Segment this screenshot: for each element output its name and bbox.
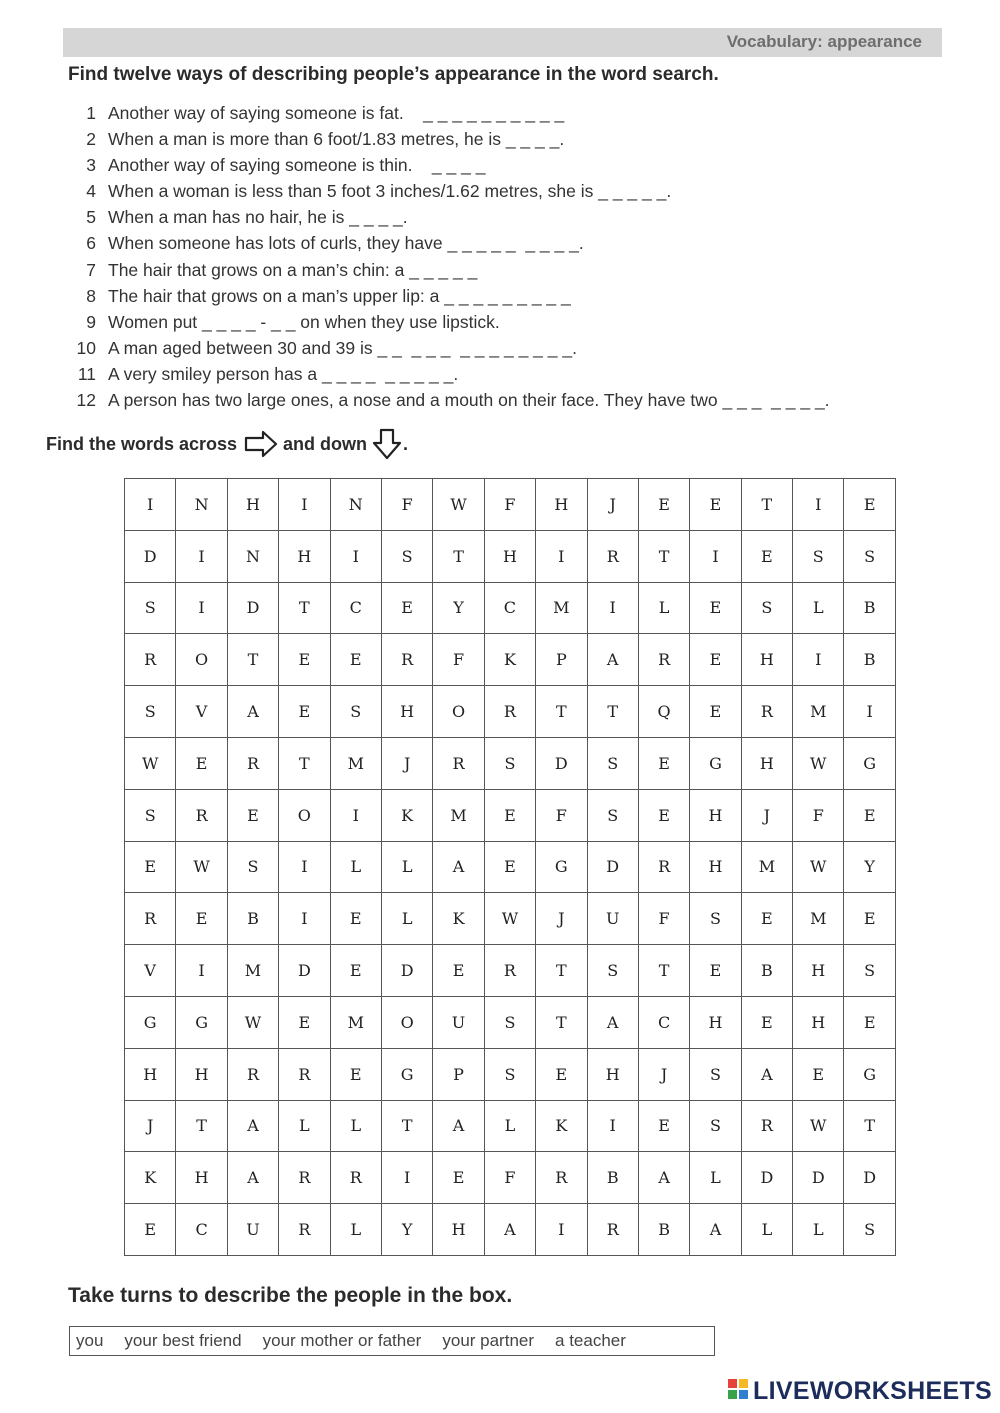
find-words-suffix: . (403, 433, 409, 454)
grid-cell[interactable]: E (690, 634, 741, 686)
grid-cell[interactable]: W (793, 1100, 844, 1152)
question-number: 1 (86, 103, 96, 123)
grid-cell[interactable]: F (536, 789, 587, 841)
grid-cell[interactable]: J (125, 1100, 176, 1152)
grid-cell[interactable]: G (176, 996, 227, 1048)
grid-cell[interactable]: R (587, 1204, 638, 1256)
grid-cell[interactable]: S (587, 737, 638, 789)
grid-cell[interactable]: E (536, 1048, 587, 1100)
grid-cell[interactable]: I (793, 634, 844, 686)
grid-row (125, 893, 896, 945)
grid-cell[interactable]: I (176, 945, 227, 997)
grid-cell[interactable]: D (844, 1152, 895, 1204)
grid-cell[interactable]: I (176, 582, 227, 634)
grid-cell[interactable]: T (536, 996, 587, 1048)
question-item (70, 284, 950, 310)
question-item (70, 310, 950, 336)
grid-cell[interactable]: E (381, 582, 432, 634)
question-text: Another way of saying someone is thin. _ _ _ _ (108, 155, 486, 176)
grid-cell[interactable]: A (638, 1152, 689, 1204)
question-number: 8 (86, 285, 96, 306)
grid-cell[interactable]: A (587, 996, 638, 1048)
grid-cell[interactable]: G (844, 1048, 895, 1100)
question-number: 11 (77, 363, 96, 384)
question-number: 7 (86, 259, 96, 280)
grid-cell[interactable]: E (279, 996, 330, 1048)
grid-cell[interactable]: E (638, 1100, 689, 1152)
grid-cell[interactable]: H (381, 686, 432, 738)
grid-row (125, 1048, 896, 1100)
grid-cell[interactable]: R (279, 1048, 330, 1100)
grid-cell[interactable]: M (227, 945, 278, 997)
question-text: The hair that grows on a man’s upper lip: a _ _ _ _ _ _ _ _ _ (108, 285, 571, 306)
grid-cell[interactable]: E (125, 841, 176, 893)
grid-cell[interactable]: E (690, 479, 741, 531)
grid-row (125, 996, 896, 1048)
grid-row (125, 737, 896, 789)
instruction-heading: Find twelve ways of describing people’s appearance in the word search. (68, 64, 719, 85)
question-item (70, 127, 950, 153)
grid-cell[interactable]: E (279, 634, 330, 686)
grid-cell[interactable]: D (536, 737, 587, 789)
question-item (70, 336, 950, 362)
grid-cell[interactable]: L (279, 1100, 330, 1152)
grid-cell[interactable]: F (484, 1152, 535, 1204)
find-words-middle: and down (283, 433, 368, 454)
grid-cell[interactable]: L (381, 841, 432, 893)
grid-cell[interactable]: I (176, 530, 227, 582)
grid-cell[interactable]: H (484, 530, 535, 582)
grid-cell[interactable]: K (484, 634, 535, 686)
grid-cell[interactable]: T (279, 582, 330, 634)
grid-row (125, 945, 896, 997)
question-number: 2 (86, 129, 96, 150)
arrow-right-icon (243, 430, 279, 458)
grid-cell[interactable]: I (844, 686, 895, 738)
question-number: 6 (86, 233, 96, 254)
grid-cell[interactable]: R (330, 1152, 381, 1204)
grid-cell[interactable]: E (690, 582, 741, 634)
grid-cell[interactable]: L (330, 1204, 381, 1256)
person-option: you (76, 1331, 104, 1350)
grid-row (125, 634, 896, 686)
grid-cell[interactable]: K (381, 789, 432, 841)
find-words-instruction (46, 428, 408, 460)
grid-cell[interactable]: I (536, 530, 587, 582)
grid-cell[interactable]: S (587, 789, 638, 841)
grid-cell[interactable]: S (690, 1100, 741, 1152)
question-number: 10 (76, 337, 96, 358)
grid-cell[interactable]: K (125, 1152, 176, 1204)
grid-cell[interactable]: F (793, 789, 844, 841)
grid-cell[interactable]: R (536, 1152, 587, 1204)
grid-cell[interactable]: R (125, 893, 176, 945)
grid-cell[interactable]: J (741, 789, 792, 841)
grid-cell[interactable]: D (227, 582, 278, 634)
grid-cell[interactable]: D (793, 1152, 844, 1204)
grid-cell[interactable]: A (741, 1048, 792, 1100)
grid-cell[interactable]: W (227, 996, 278, 1048)
grid-cell[interactable]: S (844, 530, 895, 582)
grid-cell[interactable]: T (176, 1100, 227, 1152)
find-words-prefix: Find the words across (46, 433, 238, 454)
question-item (70, 101, 950, 127)
grid-cell[interactable]: S (330, 686, 381, 738)
grid-cell[interactable]: L (741, 1204, 792, 1256)
section-title: Vocabulary: appearance (726, 32, 922, 51)
question-text: When a man has no hair, he is _ _ _ _. (108, 207, 408, 228)
question-text: A man aged between 30 and 39 is _ _ _ _ _ _ _ _ _ _ _ _ _. (108, 337, 577, 358)
grid-cell[interactable]: H (279, 530, 330, 582)
grid-cell[interactable]: U (227, 1204, 278, 1256)
grid-cell[interactable]: I (536, 1204, 587, 1256)
grid-cell[interactable]: I (690, 530, 741, 582)
grid-cell[interactable]: Y (381, 1204, 432, 1256)
grid-cell[interactable]: W (125, 737, 176, 789)
grid-cell[interactable]: T (536, 686, 587, 738)
grid-cell[interactable]: S (793, 530, 844, 582)
question-item (70, 231, 950, 257)
grid-row (125, 582, 896, 634)
question-item (70, 153, 950, 179)
grid-cell[interactable]: V (176, 686, 227, 738)
grid-cell[interactable]: R (381, 634, 432, 686)
grid-cell[interactable]: I (279, 893, 330, 945)
person-option: a teacher (555, 1331, 626, 1350)
grid-row (125, 479, 896, 531)
grid-cell[interactable]: R (433, 737, 484, 789)
grid-cell[interactable]: P (536, 634, 587, 686)
grid-cell[interactable]: I (587, 582, 638, 634)
grid-cell[interactable]: C (330, 582, 381, 634)
grid-cell[interactable]: F (381, 479, 432, 531)
grid-cell[interactable]: H (690, 996, 741, 1048)
grid-cell[interactable]: N (227, 530, 278, 582)
grid-cell[interactable]: D (279, 945, 330, 997)
grid-cell[interactable]: E (844, 479, 895, 531)
question-number: 5 (86, 207, 96, 228)
grid-cell[interactable]: W (793, 737, 844, 789)
grid-cell[interactable]: R (279, 1152, 330, 1204)
grid-cell[interactable]: H (176, 1152, 227, 1204)
grid-cell[interactable]: E (844, 893, 895, 945)
grid-cell[interactable]: J (638, 1048, 689, 1100)
brand-name: LIVEWORKSHEETS (753, 1377, 992, 1405)
grid-cell[interactable]: E (741, 893, 792, 945)
discussion-heading: Take turns to describe the people in the box. (68, 1284, 513, 1307)
grid-cell[interactable]: P (433, 1048, 484, 1100)
grid-cell[interactable]: I (330, 530, 381, 582)
grid-cell[interactable]: T (279, 737, 330, 789)
grid-cell[interactable]: I (125, 479, 176, 531)
question-number: 9 (86, 311, 96, 332)
grid-cell[interactable]: B (587, 1152, 638, 1204)
grid-cell[interactable]: R (741, 1100, 792, 1152)
header-bar (63, 28, 942, 57)
grid-cell[interactable]: D (125, 530, 176, 582)
grid-cell[interactable]: E (330, 1048, 381, 1100)
grid-cell[interactable]: G (690, 737, 741, 789)
grid-cell[interactable]: W (176, 841, 227, 893)
grid-cell[interactable]: C (176, 1204, 227, 1256)
person-option: your partner (442, 1331, 535, 1350)
grid-cell[interactable]: T (741, 479, 792, 531)
grid-cell[interactable]: I (330, 789, 381, 841)
grid-cell[interactable]: R (176, 789, 227, 841)
grid-cell[interactable]: H (690, 841, 741, 893)
question-item (70, 205, 950, 231)
grid-cell[interactable]: F (484, 479, 535, 531)
grid-cell[interactable]: S (484, 996, 535, 1048)
grid-cell[interactable]: J (536, 893, 587, 945)
grid-cell[interactable]: E (690, 945, 741, 997)
grid-cell[interactable]: A (587, 634, 638, 686)
grid-cell[interactable]: E (125, 1204, 176, 1256)
grid-cell[interactable]: T (227, 634, 278, 686)
grid-cell[interactable]: B (844, 582, 895, 634)
grid-cell[interactable]: O (279, 789, 330, 841)
grid-cell[interactable]: E (330, 945, 381, 997)
grid-row (125, 841, 896, 893)
grid-cell[interactable]: E (741, 530, 792, 582)
grid-cell[interactable]: L (638, 582, 689, 634)
grid-cell[interactable]: R (638, 634, 689, 686)
grid-cell[interactable]: F (433, 634, 484, 686)
grid-cell[interactable]: M (330, 996, 381, 1048)
grid-cell[interactable]: U (587, 893, 638, 945)
grid-cell[interactable]: K (536, 1100, 587, 1152)
word-search-grid (124, 478, 896, 1256)
grid-row (125, 1100, 896, 1152)
grid-cell[interactable]: R (587, 530, 638, 582)
grid-cell[interactable]: I (381, 1152, 432, 1204)
grid-cell[interactable]: H (227, 479, 278, 531)
grid-cell[interactable]: T (381, 1100, 432, 1152)
grid-cell[interactable]: H (587, 1048, 638, 1100)
grid-cell[interactable]: R (484, 945, 535, 997)
grid-cell[interactable]: S (844, 945, 895, 997)
grid-row (125, 686, 896, 738)
grid-cell[interactable]: W (484, 893, 535, 945)
grid-cell[interactable]: E (638, 789, 689, 841)
grid-cell[interactable]: W (793, 841, 844, 893)
question-item (70, 179, 950, 205)
grid-cell[interactable]: E (638, 479, 689, 531)
question-item (70, 362, 950, 388)
grid-cell[interactable]: E (330, 893, 381, 945)
grid-cell[interactable]: S (690, 1048, 741, 1100)
question-number: 4 (86, 181, 96, 202)
grid-cell[interactable]: R (484, 686, 535, 738)
grid-cell[interactable]: B (844, 634, 895, 686)
grid-cell[interactable]: L (690, 1152, 741, 1204)
grid-cell[interactable]: R (125, 634, 176, 686)
brand-logo (728, 1377, 992, 1406)
grid-cell[interactable]: U (433, 996, 484, 1048)
grid-cell[interactable]: Y (433, 582, 484, 634)
grid-cell[interactable]: E (793, 1048, 844, 1100)
grid-cell[interactable]: S (125, 686, 176, 738)
grid-cell[interactable]: B (638, 1204, 689, 1256)
grid-cell[interactable]: E (484, 841, 535, 893)
grid-cell[interactable]: E (433, 1152, 484, 1204)
grid-cell[interactable]: S (484, 1048, 535, 1100)
grid-cell[interactable]: A (690, 1204, 741, 1256)
grid-cell[interactable]: R (227, 737, 278, 789)
grid-cell[interactable]: M (330, 737, 381, 789)
question-number: 3 (86, 155, 96, 176)
grid-row (125, 789, 896, 841)
grid-cell[interactable]: E (279, 686, 330, 738)
grid-cell[interactable]: S (227, 841, 278, 893)
grid-cell[interactable]: D (381, 945, 432, 997)
question-text: When a man is more than 6 foot/1.83 metres, he is _ _ _ _. (108, 129, 565, 150)
grid-cell[interactable]: G (844, 737, 895, 789)
grid-cell[interactable]: R (741, 686, 792, 738)
grid-cell[interactable]: L (381, 893, 432, 945)
grid-cell[interactable]: H (536, 479, 587, 531)
grid-cell[interactable]: T (587, 686, 638, 738)
grid-cell[interactable]: J (587, 479, 638, 531)
grid-cell[interactable]: Y (844, 841, 895, 893)
person-option: your mother or father (262, 1331, 422, 1350)
grid-cell[interactable]: E (638, 737, 689, 789)
grid-cell[interactable]: V (125, 945, 176, 997)
grid-cell[interactable]: S (690, 893, 741, 945)
grid-cell[interactable]: B (227, 893, 278, 945)
grid-cell[interactable]: S (125, 789, 176, 841)
grid-cell[interactable]: T (638, 945, 689, 997)
grid-cell[interactable]: I (587, 1100, 638, 1152)
grid-cell[interactable]: L (330, 841, 381, 893)
grid-cell[interactable]: S (125, 582, 176, 634)
grid-cell[interactable]: K (433, 893, 484, 945)
grid-cell[interactable]: C (484, 582, 535, 634)
question-list (70, 101, 950, 414)
grid-cell[interactable]: D (741, 1152, 792, 1204)
grid-cell[interactable]: D (587, 841, 638, 893)
grid-cell[interactable]: G (536, 841, 587, 893)
grid-cell[interactable]: S (741, 582, 792, 634)
grid-cell[interactable]: N (176, 479, 227, 531)
grid-cell[interactable]: E (690, 686, 741, 738)
grid-cell[interactable]: I (279, 479, 330, 531)
question-text: Another way of saying someone is fat. _ _ _ _ _ _ _ _ _ _ (108, 103, 565, 123)
grid-cell[interactable]: H (176, 1048, 227, 1100)
people-box (69, 1326, 715, 1356)
grid-cell[interactable]: E (330, 634, 381, 686)
grid-cell[interactable]: G (381, 1048, 432, 1100)
grid-cell[interactable]: S (484, 737, 535, 789)
grid-cell[interactable]: H (741, 737, 792, 789)
grid-cell[interactable]: L (330, 1100, 381, 1152)
question-item (70, 258, 950, 284)
grid-cell[interactable]: R (279, 1204, 330, 1256)
grid-cell[interactable]: R (227, 1048, 278, 1100)
grid-cell[interactable]: E (741, 996, 792, 1048)
grid-cell[interactable]: H (793, 945, 844, 997)
grid-row (125, 1204, 896, 1256)
grid-cell[interactable]: M (741, 841, 792, 893)
question-text: A person has two large ones, a nose and a mouth on their face. They have two _ _ _ _ _ _ _. (108, 390, 830, 411)
question-text: When a woman is less than 5 foot 3 inches/1.62 metres, she is _ _ _ _ _. (108, 181, 672, 202)
grid-cell[interactable]: B (741, 945, 792, 997)
grid-cell[interactable]: T (638, 530, 689, 582)
arrow-down-icon (372, 428, 402, 460)
grid-cell[interactable]: H (690, 789, 741, 841)
grid-cell[interactable]: A (227, 1100, 278, 1152)
grid-cell[interactable]: S (844, 1204, 895, 1256)
grid-cell[interactable]: A (484, 1204, 535, 1256)
grid-cell[interactable]: E (484, 789, 535, 841)
grid-cell[interactable]: E (176, 893, 227, 945)
grid-cell[interactable]: N (330, 479, 381, 531)
grid-cell[interactable]: E (227, 789, 278, 841)
grid-cell[interactable]: T (536, 945, 587, 997)
grid-cell[interactable]: L (793, 1204, 844, 1256)
grid-cell[interactable]: M (793, 686, 844, 738)
grid-cell[interactable]: A (433, 1100, 484, 1152)
grid-cell[interactable]: H (433, 1204, 484, 1256)
grid-cell[interactable]: S (587, 945, 638, 997)
grid-cell[interactable]: M (536, 582, 587, 634)
question-item (70, 388, 950, 414)
grid-cell[interactable]: M (433, 789, 484, 841)
grid-cell[interactable]: J (381, 737, 432, 789)
grid-cell[interactable]: S (381, 530, 432, 582)
grid-cell[interactable]: M (793, 893, 844, 945)
grid-cell[interactable]: A (227, 686, 278, 738)
grid-cell[interactable]: L (484, 1100, 535, 1152)
grid-cell[interactable]: E (176, 737, 227, 789)
question-text: When someone has lots of curls, they have _ _ _ _ _ _ _ _ _. (108, 233, 584, 254)
question-text: Women put _ _ _ _ - _ _ on when they use lipstick. (108, 311, 500, 332)
grid-cell[interactable]: R (638, 841, 689, 893)
grid-cell[interactable]: O (433, 686, 484, 738)
grid-cell[interactable]: O (381, 996, 432, 1048)
grid-cell[interactable]: H (741, 634, 792, 686)
grid-cell[interactable]: H (125, 1048, 176, 1100)
grid-cell[interactable]: F (638, 893, 689, 945)
grid-cell[interactable]: O (176, 634, 227, 686)
grid-cell[interactable]: E (844, 996, 895, 1048)
grid-cell[interactable]: T (433, 530, 484, 582)
question-text: The hair that grows on a man’s chin: a _ _ _ _ _ (108, 259, 478, 280)
grid-cell[interactable]: I (793, 479, 844, 531)
liveworksheets-icon (728, 1379, 750, 1405)
grid-cell[interactable]: G (125, 996, 176, 1048)
question-number: 12 (76, 390, 96, 411)
grid-row (125, 530, 896, 582)
person-option: your best friend (124, 1331, 242, 1350)
grid-cell[interactable]: E (844, 789, 895, 841)
grid-cell[interactable]: Q (638, 686, 689, 738)
grid-row (125, 1152, 896, 1204)
grid-cell[interactable]: H (793, 996, 844, 1048)
question-text: A very smiley person has a _ _ _ _ _ _ _ _ _. (108, 363, 459, 384)
grid-cell[interactable]: A (433, 841, 484, 893)
grid-cell[interactable]: L (793, 582, 844, 634)
grid-cell[interactable]: I (279, 841, 330, 893)
grid-cell[interactable]: A (227, 1152, 278, 1204)
grid-cell[interactable]: W (433, 479, 484, 531)
grid-cell[interactable]: T (844, 1100, 895, 1152)
grid-cell[interactable]: C (638, 996, 689, 1048)
grid-cell[interactable]: E (433, 945, 484, 997)
